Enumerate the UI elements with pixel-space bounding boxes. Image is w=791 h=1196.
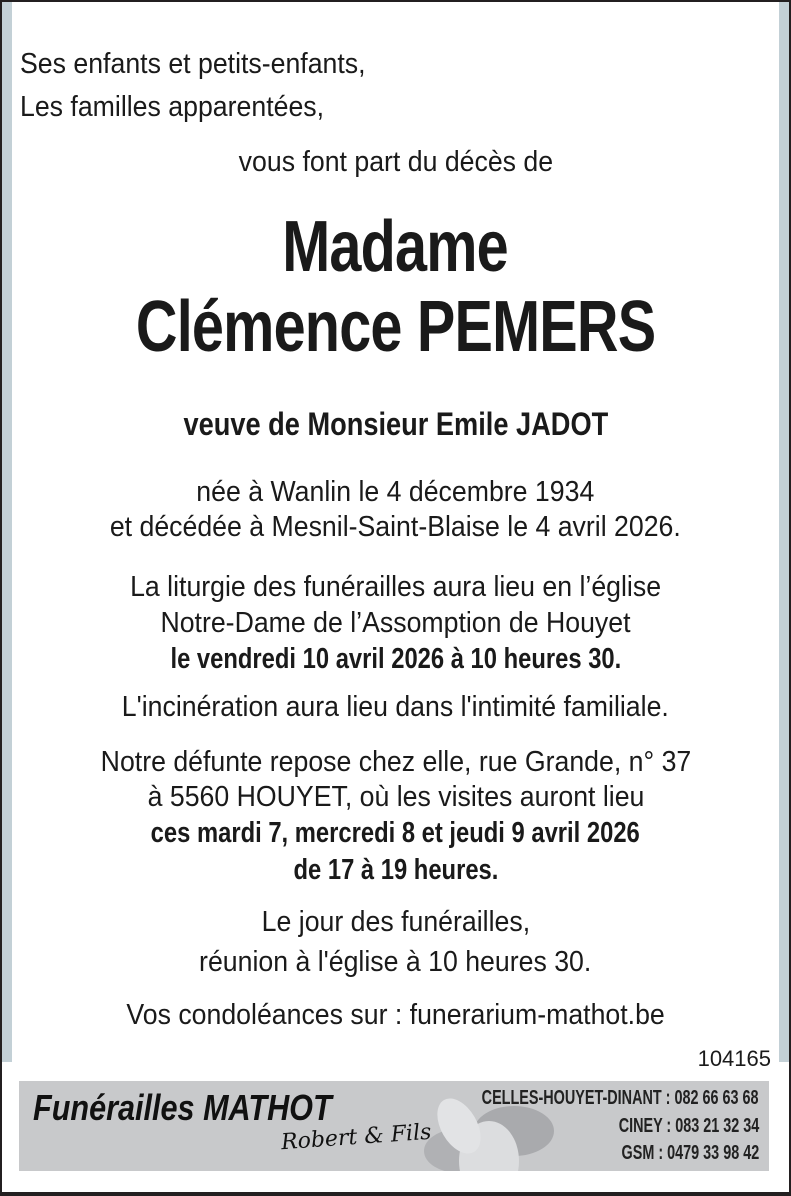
liturgy-line: Notre-Dame de l’Assomption de Houyet bbox=[160, 607, 631, 639]
condolences-line: Vos condoléances sur : funerarium-mathot.be bbox=[126, 999, 665, 1031]
death-line: et décédée à Mesnil-Saint-Blaise le 4 avril 2026. bbox=[109, 511, 681, 543]
phone-line: CELLES-HOUYET-DINANT : 082 66 63 68 bbox=[482, 1087, 759, 1109]
liturgy-line: La liturgie des funérailles aura lieu en l’église bbox=[130, 571, 661, 603]
intro-line: Ses enfants et petits-enfants, bbox=[20, 48, 366, 80]
cremation-line: L'incinération aura lieu dans l'intimité familiale. bbox=[121, 691, 670, 723]
phone-line: GSM : 0479 33 98 42 bbox=[621, 1142, 759, 1164]
intro-line: vous font part du décès de bbox=[238, 146, 553, 178]
liturgy-datetime: le vendredi 10 avril 2026 à 10 heures 30. bbox=[170, 643, 621, 675]
visits-line: Notre défunte repose chez elle, rue Grande, n° 37 bbox=[100, 746, 691, 778]
reference-number: 104165 bbox=[697, 1046, 771, 1071]
birth-line: née à Wanlin le 4 décembre 1934 bbox=[196, 476, 595, 508]
funeral-day-line: réunion à l'église à 10 heures 30. bbox=[199, 946, 592, 978]
visits-hours: de 17 à 19 heures. bbox=[293, 854, 498, 886]
advertiser-brand: Funérailles MATHOT bbox=[33, 1087, 332, 1128]
visits-dates: ces mardi 7, mercredi 8 et jeudi 9 avril 2026 bbox=[150, 817, 641, 849]
advertiser-banner bbox=[19, 1081, 769, 1171]
deceased-name: Clémence PEMERS bbox=[135, 287, 656, 367]
funeral-day-line: Le jour des funérailles, bbox=[261, 906, 530, 938]
visits-line: à 5560 HOUYET, où les visites auront lieu bbox=[147, 781, 644, 813]
widow-of: veuve de Monsieur Emile JADOT bbox=[183, 406, 608, 442]
advertiser-tagline: Robert & Fils bbox=[280, 1119, 433, 1156]
deceased-title: Madame bbox=[282, 207, 509, 287]
intro-line: Les familles apparentées, bbox=[20, 91, 325, 123]
phone-line: CINEY : 083 21 32 34 bbox=[618, 1115, 759, 1137]
